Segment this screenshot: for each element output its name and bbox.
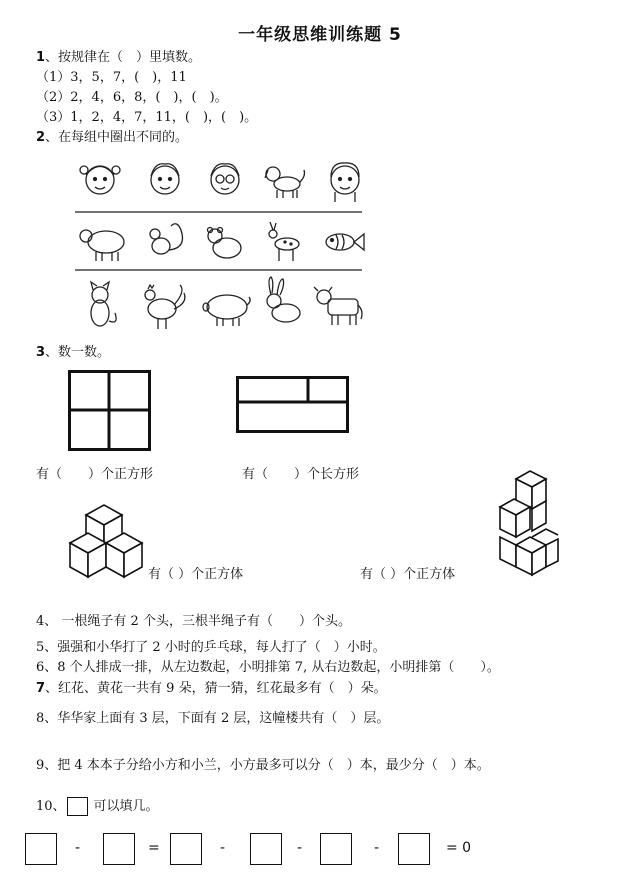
equation-result: = 0 (446, 840, 472, 856)
cat-icon (91, 282, 116, 326)
equation-box-5[interactable] (320, 833, 352, 865)
q7-line (36, 681, 387, 697)
q1-prompt (36, 50, 201, 66)
girl-face-icon-2 (331, 163, 359, 202)
sheep-icon (80, 230, 124, 261)
rabbit-icon (267, 277, 300, 322)
q3-text: 、数一数。 (45, 345, 111, 360)
q1-item-3: （3）1，2，4，7，11，( )，( )。 (36, 110, 258, 125)
pig-icon (203, 295, 250, 326)
equation-box-3[interactable] (170, 833, 202, 865)
minus-sign-2: - (220, 840, 226, 856)
equals-sign: = (148, 840, 160, 856)
bear-icon (208, 228, 242, 259)
four-squares-figure (68, 370, 152, 452)
equation-box-4[interactable] (250, 833, 282, 865)
q2-prompt (36, 130, 188, 146)
rectangles-figure (236, 376, 350, 434)
page-title: 一年级思维训练题 5 (238, 25, 402, 45)
answer-rectangles: 有（ ）个长方形 (242, 467, 360, 482)
q2-number: 2 (36, 130, 46, 145)
answer-cubes-tall: 有（ ）个正方体 (360, 567, 456, 582)
dog-icon (265, 167, 305, 198)
q8-text: 8、华华家上面有 3 层，下面有 2 层，这幢楼共有（ ）层。 (36, 711, 390, 726)
squirrel-icon (150, 224, 183, 254)
q7-text: 、红花、黄花一共有 9 朵，猜一猜，红花最多有（ ）朵。 (45, 681, 387, 696)
equation-box-6[interactable] (398, 833, 430, 865)
q1-item-2: （2）2，4，6，8，( )，( )。 (36, 90, 228, 105)
fish-icon (326, 234, 364, 250)
equation-box-1[interactable] (25, 833, 57, 865)
equation-box-2[interactable] (103, 833, 135, 865)
minus-sign-3: - (297, 840, 303, 856)
answer-squares: 有（ ）个正方形 (36, 467, 154, 482)
q10-text: 可以填几。 (93, 799, 159, 814)
q7-number: 7 (36, 681, 46, 696)
q1-text: 、按规律在（ ）里填数。 (45, 50, 202, 65)
boy-face-icon (151, 164, 179, 194)
rooster-icon (145, 285, 185, 329)
answer-cubes-small: 有（ ）个正方体 (148, 567, 244, 582)
q10-number: 10、 (36, 799, 66, 814)
cow-icon (314, 287, 362, 325)
q6-text: 6、8 个人排成一排，从左边数起，小明排第 7, 从右边数起，小明排第（ ）。 (36, 660, 500, 675)
q1-number: 1 (36, 50, 46, 65)
q4-text: 4、 一根绳子有 2 个头，三根半绳子有（ ）个头。 (36, 614, 351, 629)
deer-icon (269, 222, 299, 261)
q3-number: 3 (36, 345, 46, 360)
cube-stack-small (68, 495, 158, 595)
q10-line (36, 797, 159, 816)
cube-stack-tall (496, 465, 566, 585)
girl-face-icon (80, 166, 120, 194)
q9-text: 9、把 4 本本子分给小方和小兰，小方最多可以分（ ）本，最少分（ ）本。 (36, 758, 490, 773)
q2-text: 、在每组中圈出不同的。 (45, 130, 189, 145)
q2-picture-grid (70, 150, 370, 340)
minus-sign-4: - (374, 840, 380, 856)
q5-text: 5、强强和小华打了 2 小时的乒乓球，每人打了（ ）小时。 (36, 640, 386, 655)
q10-blank-box (67, 797, 88, 816)
glasses-boy-face-icon (211, 164, 239, 194)
q3-prompt (36, 345, 110, 361)
minus-sign-1: - (75, 840, 81, 856)
q1-item-1: （1）3，5，7，( )，11 (36, 70, 187, 85)
